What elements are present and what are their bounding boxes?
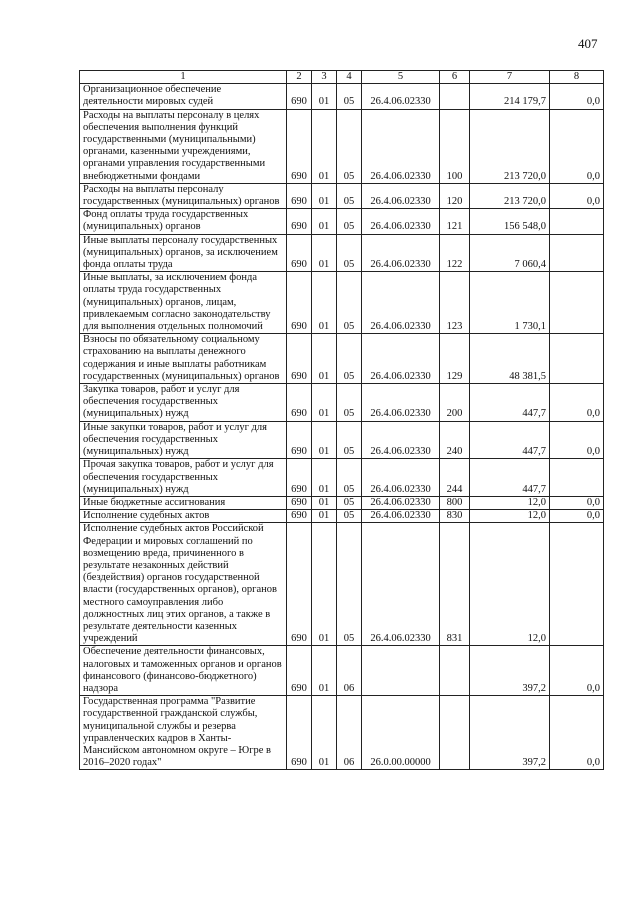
row-code-3: 01	[312, 109, 337, 183]
row-name: Иные выплаты персоналу государственных (муниципальных) органов, за исключением фонда оплаты труда	[80, 234, 287, 272]
row-code-3: 01	[312, 510, 337, 523]
row-code-4: 05	[337, 234, 362, 272]
header-row	[80, 71, 604, 84]
table-row	[80, 209, 604, 234]
row-amount: 397,2	[470, 646, 550, 696]
row-code-3: 01	[312, 696, 337, 770]
row-code-6: 800	[440, 496, 470, 509]
row-code-5: 26.4.06.02330	[362, 523, 440, 646]
row-code-6	[440, 696, 470, 770]
row-code-3: 01	[312, 459, 337, 497]
row-code-3: 01	[312, 496, 337, 509]
row-amount-2: 0,0	[550, 510, 604, 523]
header-cell-4: 4	[337, 71, 362, 84]
row-amount-2	[550, 272, 604, 334]
row-code-6: 121	[440, 209, 470, 234]
row-code-6: 240	[440, 421, 470, 459]
header-cell-5: 5	[362, 71, 440, 84]
row-amount-2	[550, 523, 604, 646]
header-cell-6: 6	[440, 71, 470, 84]
row-code-6: 129	[440, 334, 470, 384]
table-body	[80, 84, 604, 770]
row-code-4: 05	[337, 84, 362, 109]
row-code-3: 01	[312, 421, 337, 459]
table-row	[80, 421, 604, 459]
table-row	[80, 234, 604, 272]
budget-table	[79, 70, 604, 770]
row-code-5: 26.4.06.02330	[362, 496, 440, 509]
row-amount-2: 0,0	[550, 696, 604, 770]
row-code-3: 01	[312, 523, 337, 646]
row-code-2: 690	[287, 183, 312, 208]
row-name: Исполнение судебных актов	[80, 510, 287, 523]
row-code-5: 26.4.06.02330	[362, 384, 440, 422]
row-code-6: 830	[440, 510, 470, 523]
row-name: Закупка товаров, работ и услуг для обеспечения государственных (муниципальных) нужд	[80, 384, 287, 422]
row-code-2: 690	[287, 384, 312, 422]
row-code-2: 690	[287, 696, 312, 770]
row-code-5: 26.4.06.02330	[362, 84, 440, 109]
row-name: Обеспечение деятельности финансовых, налоговых и таможенных органов и органов финансового (финансово-бюджетного) надзора	[80, 646, 287, 696]
row-code-6: 831	[440, 523, 470, 646]
header-cell-1: 1	[80, 71, 287, 84]
row-code-4: 06	[337, 696, 362, 770]
row-amount-2	[550, 234, 604, 272]
row-code-3: 01	[312, 234, 337, 272]
row-code-2: 690	[287, 646, 312, 696]
row-amount-2: 0,0	[550, 109, 604, 183]
header-cell-2: 2	[287, 71, 312, 84]
row-name: Расходы на выплаты персоналу в целях обеспечения выполнения функций государственными (муниципальными) органами, казенными учреждениями, органами управления государственными внебюджетными фондами	[80, 109, 287, 183]
row-code-3: 01	[312, 384, 337, 422]
row-code-5: 26.4.06.02330	[362, 183, 440, 208]
row-code-4: 05	[337, 272, 362, 334]
row-code-2: 690	[287, 272, 312, 334]
row-code-6: 200	[440, 384, 470, 422]
row-code-4: 05	[337, 523, 362, 646]
table-row	[80, 384, 604, 422]
row-code-2: 690	[287, 209, 312, 234]
row-code-3: 01	[312, 334, 337, 384]
table-row	[80, 496, 604, 509]
row-amount: 7 060,4	[470, 234, 550, 272]
row-code-3: 01	[312, 84, 337, 109]
row-code-6	[440, 646, 470, 696]
row-code-2: 690	[287, 109, 312, 183]
row-code-6: 123	[440, 272, 470, 334]
table-row	[80, 646, 604, 696]
row-code-5: 26.0.00.00000	[362, 696, 440, 770]
row-code-6: 100	[440, 109, 470, 183]
row-code-6: 244	[440, 459, 470, 497]
row-amount: 447,7	[470, 421, 550, 459]
row-code-3: 01	[312, 646, 337, 696]
row-amount: 48 381,5	[470, 334, 550, 384]
row-amount-2	[550, 334, 604, 384]
header-cell-8: 8	[550, 71, 604, 84]
row-amount: 397,2	[470, 696, 550, 770]
table-row	[80, 84, 604, 109]
row-code-2: 690	[287, 523, 312, 646]
row-code-5: 26.4.06.02330	[362, 209, 440, 234]
row-amount: 12,0	[470, 523, 550, 646]
row-code-6: 122	[440, 234, 470, 272]
row-code-5: 26.4.06.02330	[362, 459, 440, 497]
row-code-6: 120	[440, 183, 470, 208]
table-row	[80, 334, 604, 384]
table-row	[80, 272, 604, 334]
row-amount: 156 548,0	[470, 209, 550, 234]
row-amount: 12,0	[470, 510, 550, 523]
row-code-4: 05	[337, 459, 362, 497]
row-amount-2: 0,0	[550, 496, 604, 509]
row-code-6	[440, 84, 470, 109]
table-row	[80, 510, 604, 523]
row-amount-2: 0,0	[550, 646, 604, 696]
table-row	[80, 459, 604, 497]
row-code-4: 05	[337, 384, 362, 422]
header-cell-3: 3	[312, 71, 337, 84]
row-code-4: 06	[337, 646, 362, 696]
row-name: Прочая закупка товаров, работ и услуг для обеспечения государственных (муниципальных) нужд	[80, 459, 287, 497]
row-amount: 213 720,0	[470, 183, 550, 208]
row-amount-2: 0,0	[550, 421, 604, 459]
row-code-4: 05	[337, 209, 362, 234]
row-code-3: 01	[312, 272, 337, 334]
table-row	[80, 109, 604, 183]
header-cell-7: 7	[470, 71, 550, 84]
row-code-5: 26.4.06.02330	[362, 109, 440, 183]
table-row	[80, 183, 604, 208]
row-code-4: 05	[337, 109, 362, 183]
row-code-3: 01	[312, 209, 337, 234]
row-code-4: 05	[337, 334, 362, 384]
row-name: Государственная программа "Развитие государственной гражданской службы, муниципальной службы и резерва управленческих кадров в Ханты-Мансийском автономном округе – Югре в 2016–2020 годах"	[80, 696, 287, 770]
row-name: Исполнение судебных актов Российской Федерации и мировых соглашений по возмещению вреда, причиненного в результате незаконных действий (бездействия) органов государственной власти (государственных органов), органов местного самоуправления либо должностных лиц этих органов, а также в результате деятельности казенных учреждений	[80, 523, 287, 646]
row-code-2: 690	[287, 496, 312, 509]
row-code-4: 05	[337, 510, 362, 523]
row-amount: 1 730,1	[470, 272, 550, 334]
row-name: Иные бюджетные ассигнования	[80, 496, 287, 509]
row-code-5: 26.4.06.02330	[362, 234, 440, 272]
table-row	[80, 696, 604, 770]
row-code-5: 26.4.06.02330	[362, 421, 440, 459]
row-code-2: 690	[287, 510, 312, 523]
row-name: Расходы на выплаты персоналу государственных (муниципальных) органов	[80, 183, 287, 208]
row-amount-2	[550, 209, 604, 234]
row-name: Иные закупки товаров, работ и услуг для обеспечения государственных (муниципальных) нужд	[80, 421, 287, 459]
row-amount-2: 0,0	[550, 183, 604, 208]
row-amount: 447,7	[470, 384, 550, 422]
table-header	[80, 71, 604, 84]
row-amount: 213 720,0	[470, 109, 550, 183]
row-code-4: 05	[337, 183, 362, 208]
row-code-5: 26.4.06.02330	[362, 510, 440, 523]
row-amount-2: 0,0	[550, 384, 604, 422]
row-code-2: 690	[287, 84, 312, 109]
row-code-2: 690	[287, 421, 312, 459]
row-name: Организационное обеспечение деятельности мировых судей	[80, 84, 287, 109]
table-row	[80, 523, 604, 646]
row-code-2: 690	[287, 334, 312, 384]
row-code-4: 05	[337, 421, 362, 459]
row-code-2: 690	[287, 459, 312, 497]
row-code-4: 05	[337, 496, 362, 509]
row-code-5	[362, 646, 440, 696]
row-amount-2	[550, 459, 604, 497]
row-name: Фонд оплаты труда государственных (муниципальных) органов	[80, 209, 287, 234]
row-code-2: 690	[287, 234, 312, 272]
row-amount: 12,0	[470, 496, 550, 509]
row-code-3: 01	[312, 183, 337, 208]
row-amount-2: 0,0	[550, 84, 604, 109]
row-code-5: 26.4.06.02330	[362, 272, 440, 334]
row-name: Иные выплаты, за исключением фонда оплаты труда государственных (муниципальных) органов, лицам, привлекаемым согласно законодательству для выполнения отдельных полномочий	[80, 272, 287, 334]
row-amount: 214 179,7	[470, 84, 550, 109]
row-amount: 447,7	[470, 459, 550, 497]
row-code-5: 26.4.06.02330	[362, 334, 440, 384]
page-number: 407	[578, 36, 598, 51]
row-name: Взносы по обязательному социальному страхованию на выплаты денежного содержания и иные выплаты работникам государственных (муниципальных) органов	[80, 334, 287, 384]
